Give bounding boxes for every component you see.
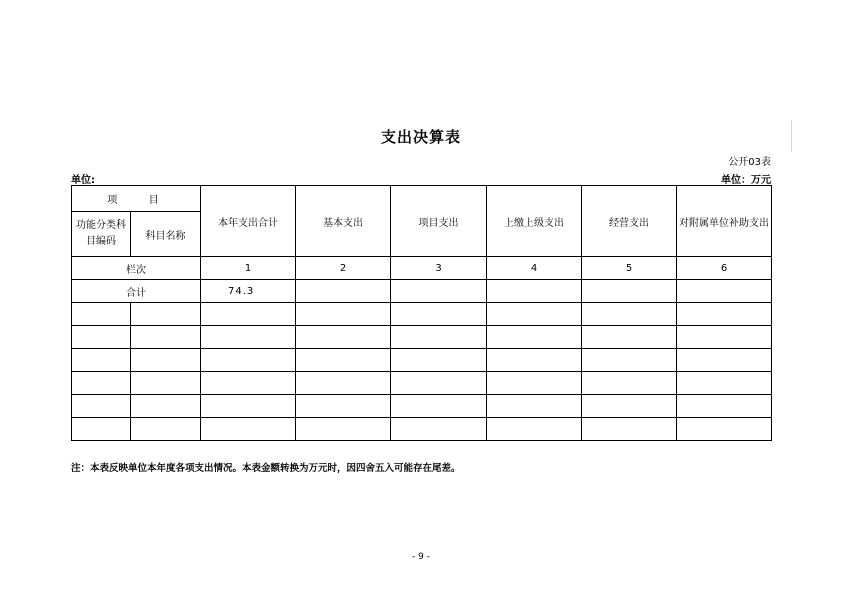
table-cell — [201, 303, 296, 326]
table-cell — [201, 418, 296, 441]
header-col-3: 项目支出 — [391, 186, 487, 257]
table-cell — [296, 395, 391, 418]
unit-label: 单位: — [71, 175, 95, 186]
table-cell — [677, 372, 772, 395]
total-label: 合计 — [72, 280, 201, 303]
table-row — [72, 349, 772, 372]
table-cell — [296, 326, 391, 349]
total-value-5 — [582, 280, 677, 303]
table-cell — [391, 372, 487, 395]
table-row — [72, 326, 772, 349]
table-row — [72, 418, 772, 441]
table-cell — [131, 418, 201, 441]
table-cell — [131, 395, 201, 418]
table-cell — [72, 303, 131, 326]
column-index-2: 2 — [296, 257, 391, 280]
column-index-6: 6 — [677, 257, 772, 280]
header-project: 项 目 — [72, 186, 201, 212]
table-cell — [391, 349, 487, 372]
table-cell — [131, 372, 201, 395]
table-cell — [201, 349, 296, 372]
header-func-code: 功能分类科目编码 — [72, 212, 131, 257]
table-row — [72, 303, 772, 326]
total-value-4 — [487, 280, 582, 303]
table-cell — [201, 372, 296, 395]
table-cell — [582, 326, 677, 349]
table-cell — [391, 418, 487, 441]
header-col-5: 经营支出 — [582, 186, 677, 257]
table-cell — [487, 326, 582, 349]
header-subject-name: 科目名称 — [131, 212, 201, 257]
header-col-4: 上缴上级支出 — [487, 186, 582, 257]
table-cell — [582, 395, 677, 418]
column-index-5: 5 — [582, 257, 677, 280]
table-cell — [677, 349, 772, 372]
table-cell — [72, 418, 131, 441]
form-code: 公开03表 — [728, 157, 771, 168]
table-cell — [72, 326, 131, 349]
table-cell — [296, 418, 391, 441]
total-value-1: 74.3 — [201, 280, 296, 303]
table-cell — [582, 349, 677, 372]
table-cell — [296, 349, 391, 372]
column-index-label: 栏次 — [72, 257, 201, 280]
header-col-6: 对附属单位补助支出 — [677, 186, 772, 257]
header-col-1: 本年支出合计 — [201, 186, 296, 257]
header-col-2: 基本支出 — [296, 186, 391, 257]
header-row — [72, 186, 772, 212]
table-cell — [677, 418, 772, 441]
column-index-row — [72, 257, 772, 280]
total-value-6 — [677, 280, 772, 303]
table-cell — [391, 395, 487, 418]
table-cell — [487, 349, 582, 372]
table-cell — [677, 326, 772, 349]
currency-unit: 单位：万元 — [721, 175, 771, 186]
column-index-3: 3 — [391, 257, 487, 280]
table-cell — [296, 372, 391, 395]
table-cell — [487, 372, 582, 395]
table-cell — [296, 303, 391, 326]
table-cell — [391, 303, 487, 326]
footnote: 注：本表反映单位本年度各项支出情况。本表金额转换为万元时，因四舍五入可能存在尾差。 — [71, 463, 461, 474]
table-row — [72, 372, 772, 395]
page-title: 支出决算表 — [380, 128, 461, 146]
table-cell — [677, 395, 772, 418]
table-cell — [131, 349, 201, 372]
table-cell — [582, 372, 677, 395]
table-cell — [391, 326, 487, 349]
table-cell — [582, 303, 677, 326]
expenditure-table — [71, 185, 772, 441]
page-number: - 9 - — [412, 552, 430, 562]
table-cell — [72, 349, 131, 372]
table-cell — [131, 303, 201, 326]
table-cell — [677, 303, 772, 326]
table-cell — [131, 326, 201, 349]
table-cell — [72, 395, 131, 418]
table-row — [72, 395, 772, 418]
table-cell — [201, 326, 296, 349]
column-index-4: 4 — [487, 257, 582, 280]
table-cell — [487, 418, 582, 441]
table-cell — [582, 418, 677, 441]
total-row — [72, 280, 772, 303]
table-cell — [487, 303, 582, 326]
table-cell — [487, 395, 582, 418]
total-value-2 — [296, 280, 391, 303]
table-cell — [201, 395, 296, 418]
column-index-1: 1 — [201, 257, 296, 280]
total-value-3 — [391, 280, 487, 303]
table-cell — [72, 372, 131, 395]
